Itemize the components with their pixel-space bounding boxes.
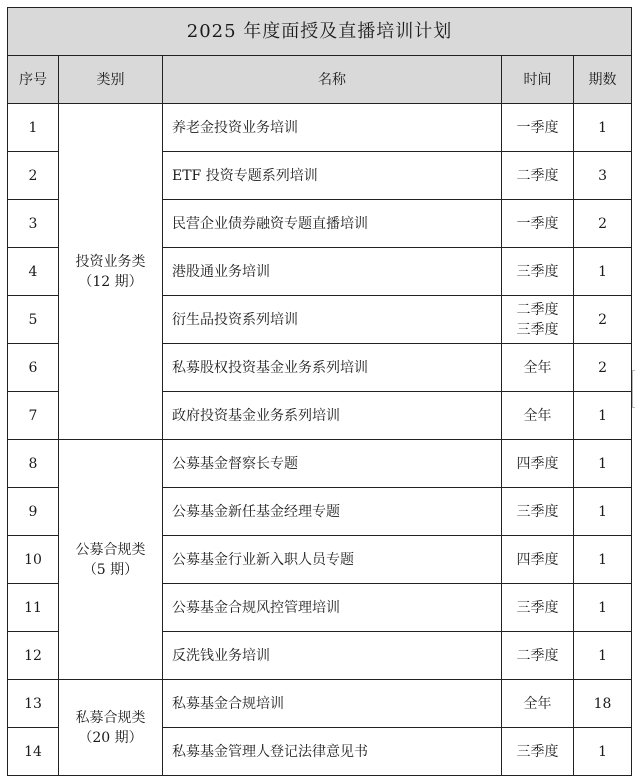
row-name: 民营企业债券融资专题直播培训 — [163, 200, 502, 248]
row-sessions: 1 — [574, 632, 632, 680]
row-time: 二季度 — [502, 632, 574, 680]
row-name: 政府投资基金业务系列培训 — [163, 392, 502, 440]
table-row — [8, 680, 632, 728]
row-name: 公募基金督察长专题 — [163, 440, 502, 488]
row-sessions: 1 — [574, 104, 632, 152]
row-sessions: 1 — [574, 728, 632, 776]
row-time: 三季度 — [502, 488, 574, 536]
row-seq: 10 — [8, 536, 59, 584]
table-row — [8, 440, 632, 488]
row-time — [502, 296, 574, 344]
row-time-line1: 二季度 — [516, 301, 559, 318]
header-name: 名称 — [163, 56, 502, 104]
row-time: 三季度 — [502, 248, 574, 296]
training-plan-table — [7, 7, 632, 776]
row-seq: 6 — [8, 344, 59, 392]
row-seq: 12 — [8, 632, 59, 680]
category-cell-public-fund — [59, 440, 163, 680]
row-time: 全年 — [502, 392, 574, 440]
row-seq: 2 — [8, 152, 59, 200]
row-seq: 13 — [8, 680, 59, 728]
header-category: 类别 — [59, 56, 163, 104]
row-time: 一季度 — [502, 200, 574, 248]
category-label: 投资业务类 — [75, 253, 146, 270]
row-time: 三季度 — [502, 728, 574, 776]
row-time: 二季度 — [502, 152, 574, 200]
row-sessions: 1 — [574, 440, 632, 488]
category-cell-investment — [59, 104, 163, 440]
row-time: 四季度 — [502, 440, 574, 488]
row-sessions: 1 — [574, 584, 632, 632]
row-name: 公募基金新任基金经理专题 — [163, 488, 502, 536]
row-time: 四季度 — [502, 536, 574, 584]
row-name: 私募基金管理人登记法律意见书 — [163, 728, 502, 776]
row-time-line2: 三季度 — [516, 321, 559, 338]
row-name: 反洗钱业务培训 — [163, 632, 502, 680]
row-name: 私募基金合规培训 — [163, 680, 502, 728]
row-seq: 1 — [8, 104, 59, 152]
category-label: 私募合规类 — [75, 709, 146, 726]
category-count: （20 期） — [78, 729, 143, 746]
row-sessions: 18 — [574, 680, 632, 728]
row-sessions: 2 — [574, 296, 632, 344]
table-title: 2025 年度面授及直播培训计划 — [8, 8, 632, 56]
row-sessions: 1 — [574, 392, 632, 440]
row-name: 衍生品投资系列培训 — [163, 296, 502, 344]
row-seq: 9 — [8, 488, 59, 536]
row-name: 公募基金行业新入职人员专题 — [163, 536, 502, 584]
row-sessions: 1 — [574, 248, 632, 296]
row-seq: 3 — [8, 200, 59, 248]
row-seq: 5 — [8, 296, 59, 344]
category-count: （5 期） — [82, 561, 139, 578]
header-time: 时间 — [502, 56, 574, 104]
header-sessions: 期数 — [574, 56, 632, 104]
row-seq: 14 — [8, 728, 59, 776]
row-time: 全年 — [502, 680, 574, 728]
table-row — [8, 104, 632, 152]
category-cell-private-fund — [59, 680, 163, 776]
row-seq: 8 — [8, 440, 59, 488]
row-time: 全年 — [502, 344, 574, 392]
row-sessions: 1 — [574, 488, 632, 536]
row-name: 港股通业务培训 — [163, 248, 502, 296]
row-seq: 11 — [8, 584, 59, 632]
header-seq: 序号 — [8, 56, 59, 104]
row-name: 公募基金合规风控管理培训 — [163, 584, 502, 632]
row-name: 养老金投资业务培训 — [163, 104, 502, 152]
training-plan-document — [7, 7, 632, 776]
row-sessions: 2 — [574, 344, 632, 392]
row-seq: 4 — [8, 248, 59, 296]
row-time: 三季度 — [502, 584, 574, 632]
row-sessions: 2 — [574, 200, 632, 248]
category-count: （12 期） — [78, 273, 143, 290]
row-name: 私募股权投资基金业务系列培训 — [163, 344, 502, 392]
row-sessions: 3 — [574, 152, 632, 200]
category-label: 公募合规类 — [75, 541, 146, 558]
row-time: 一季度 — [502, 104, 574, 152]
row-name: ETF 投资专题系列培训 — [163, 152, 502, 200]
row-sessions: 1 — [574, 536, 632, 584]
row-seq: 7 — [8, 392, 59, 440]
